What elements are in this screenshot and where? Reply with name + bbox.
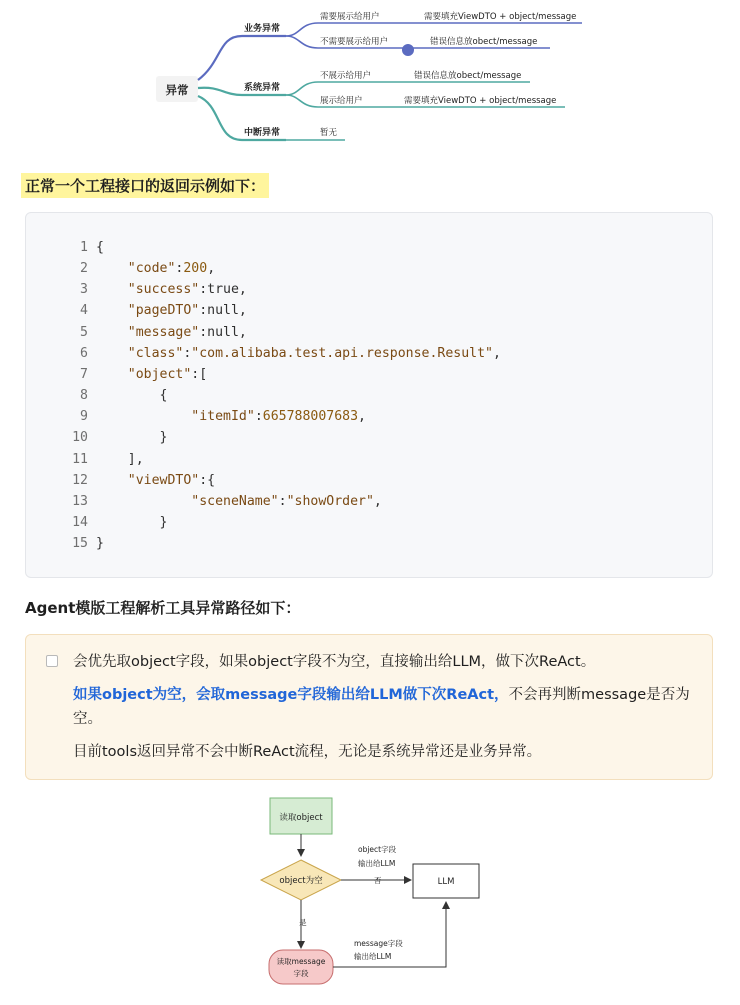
code-text [96,325,247,340]
code-punct [96,325,128,340]
code-punct: { [96,388,168,404]
line-number: 3 [80,282,88,298]
mindmap-b1-detail: 需要填充ViewDTO + object/message [424,12,577,22]
code-text [96,346,501,361]
exception-mindmap [0,0,740,150]
mindmap-s2-label: 展示给用户 [320,96,363,106]
code-punct: , [207,261,216,277]
code-line [26,343,501,364]
code-string: "code" [127,261,176,277]
code-punct: , [358,409,366,425]
mindmap-edge-b1 [286,23,582,36]
flow-read-message-line2: 字段 [293,969,309,978]
line-number: 2 [80,261,88,277]
code-text [96,261,215,276]
code-punct: : [175,261,184,277]
flow-read-message-node [269,950,333,984]
code-punct: :true, [199,282,247,298]
code-text [96,388,167,403]
mindmap-branch-system: 系统异常 [244,83,281,93]
code-line [26,279,247,300]
code-line [26,258,215,279]
code-punct: : [183,345,192,361]
code-punct: , [373,493,382,509]
code-punct: , [493,345,501,361]
code-punct: { [96,240,104,255]
code-text [96,494,382,509]
code-punct: } [96,430,168,446]
code-string: "showOrder" [286,493,374,509]
mindmap-root: 异常 [165,83,189,97]
section-heading-exception-path: Agent模版工程解析工具异常路径如下： [25,599,301,617]
code-number: 665788007683 [262,409,359,425]
code-line [26,385,167,406]
code-punct: ], [96,451,144,467]
flow-read-message-line1: 读取message [276,957,326,966]
line-number: 9 [80,409,88,425]
code-string: "com.alibaba.test.api.response.Result" [191,345,493,361]
code-punct [96,346,128,361]
mindmap-s1-label: 不展示给用户 [320,71,372,81]
code-line [26,300,247,321]
line-number: 11 [72,451,88,467]
code-punct [96,367,128,382]
flow-edge-message-line1: message字段 [354,939,403,948]
flow-yes-label: 是 [299,918,307,927]
code-punct: : [278,493,287,509]
line-number: 12 [72,472,88,488]
code-string: "success" [127,282,200,298]
code-line [26,406,366,427]
code-string: "itemId" [191,409,255,425]
line-number: 13 [72,493,88,509]
callout-emphasis: 如果object为空，会取message字段输出给LLM做下次ReAct， [73,687,509,703]
code-string: "object" [127,366,192,382]
code-text [96,282,247,297]
code-line [26,364,207,385]
line-number: 5 [80,324,88,340]
code-string: "pageDTO" [127,303,200,319]
code-punct [96,282,128,297]
code-text [96,452,144,467]
mindmap-branch-business: 业务异常 [244,24,281,34]
code-line [26,512,167,533]
code-text [96,409,366,424]
code-punct: :null, [199,324,247,340]
line-number: 10 [72,430,88,446]
code-punct [96,473,128,488]
flow-llm-label: LLM [437,877,455,887]
mindmap-branch-interrupt: 中断异常 [244,128,281,138]
code-string: "viewDTO" [127,472,200,488]
callout-line-2-wrap: 空。 [73,711,102,727]
code-text [96,367,207,382]
flow-edge-no-line2: 输出给LLM [358,859,396,868]
code-text [96,515,167,530]
flow-edge-message-line2: 输出给LLM [354,952,392,961]
code-string: "message" [127,324,200,340]
code-punct [96,494,191,509]
code-line [26,237,104,258]
code-text [96,240,104,255]
mindmap-b2-detail: 错误信息放obect/message [430,37,538,47]
code-punct [96,409,191,424]
callout-line-1: 会优先取object字段，如果object字段不为空，直接输出给LLM，做下次ReAct。 [73,654,596,670]
mindmap-edge-s1 [286,82,530,95]
callout-box [25,634,713,780]
code-text [96,473,215,488]
code-line [26,533,104,554]
code-line [26,449,144,470]
callout-checkbox-icon [46,655,58,667]
code-punct: } [96,536,104,552]
code-punct: : [254,409,263,425]
fallback-flowchart [0,790,740,1005]
callout-line-3: 目前tools返回异常不会中断ReAct流程，无论是系统异常还是业务异常。 [73,744,542,760]
flow-decision-label: object为空 [279,876,323,886]
code-line [26,491,382,512]
line-number: 8 [80,388,88,404]
code-number: 200 [183,261,208,277]
code-line [26,427,167,448]
code-punct [96,261,128,276]
mindmap-b1-label: 需要展示给用户 [320,12,380,22]
code-string: "class" [127,345,184,361]
mindmap-marker-dot [402,44,414,56]
code-punct [96,303,128,318]
code-line [26,322,247,343]
callout-line-2 [73,684,703,706]
code-punct: :{ [199,472,216,488]
line-number: 4 [80,303,88,319]
callout-line-2-rest: 不会再判断message是否为 [508,687,690,703]
code-punct: :null, [199,303,247,319]
mindmap-b2-label: 不需要展示给用户 [320,37,389,47]
code-text [96,536,104,551]
code-line [26,470,215,491]
flow-start-label: 读取object [279,813,323,823]
code-text [96,303,247,318]
flow-no-label: 否 [374,876,382,885]
line-number: 1 [80,240,88,255]
mindmap-edge-business [198,36,286,80]
line-number: 15 [72,536,88,552]
flow-edge-no-line1: object字段 [358,845,397,854]
line-number: 6 [80,345,88,361]
code-block [25,212,713,578]
code-punct: } [96,514,168,530]
code-text [96,430,167,445]
mindmap-i1-label: 暂无 [320,128,338,138]
line-number: 7 [80,366,88,382]
code-string: "sceneName" [191,493,279,509]
mindmap-s1-detail: 错误信息放obect/message [414,71,522,81]
section-heading-response-example: 正常一个工程接口的返回示例如下： [21,173,269,198]
code-punct: :[ [191,366,208,382]
mindmap-s2-detail: 需要填充ViewDTO + object/message [404,96,557,106]
line-number: 14 [72,514,88,530]
